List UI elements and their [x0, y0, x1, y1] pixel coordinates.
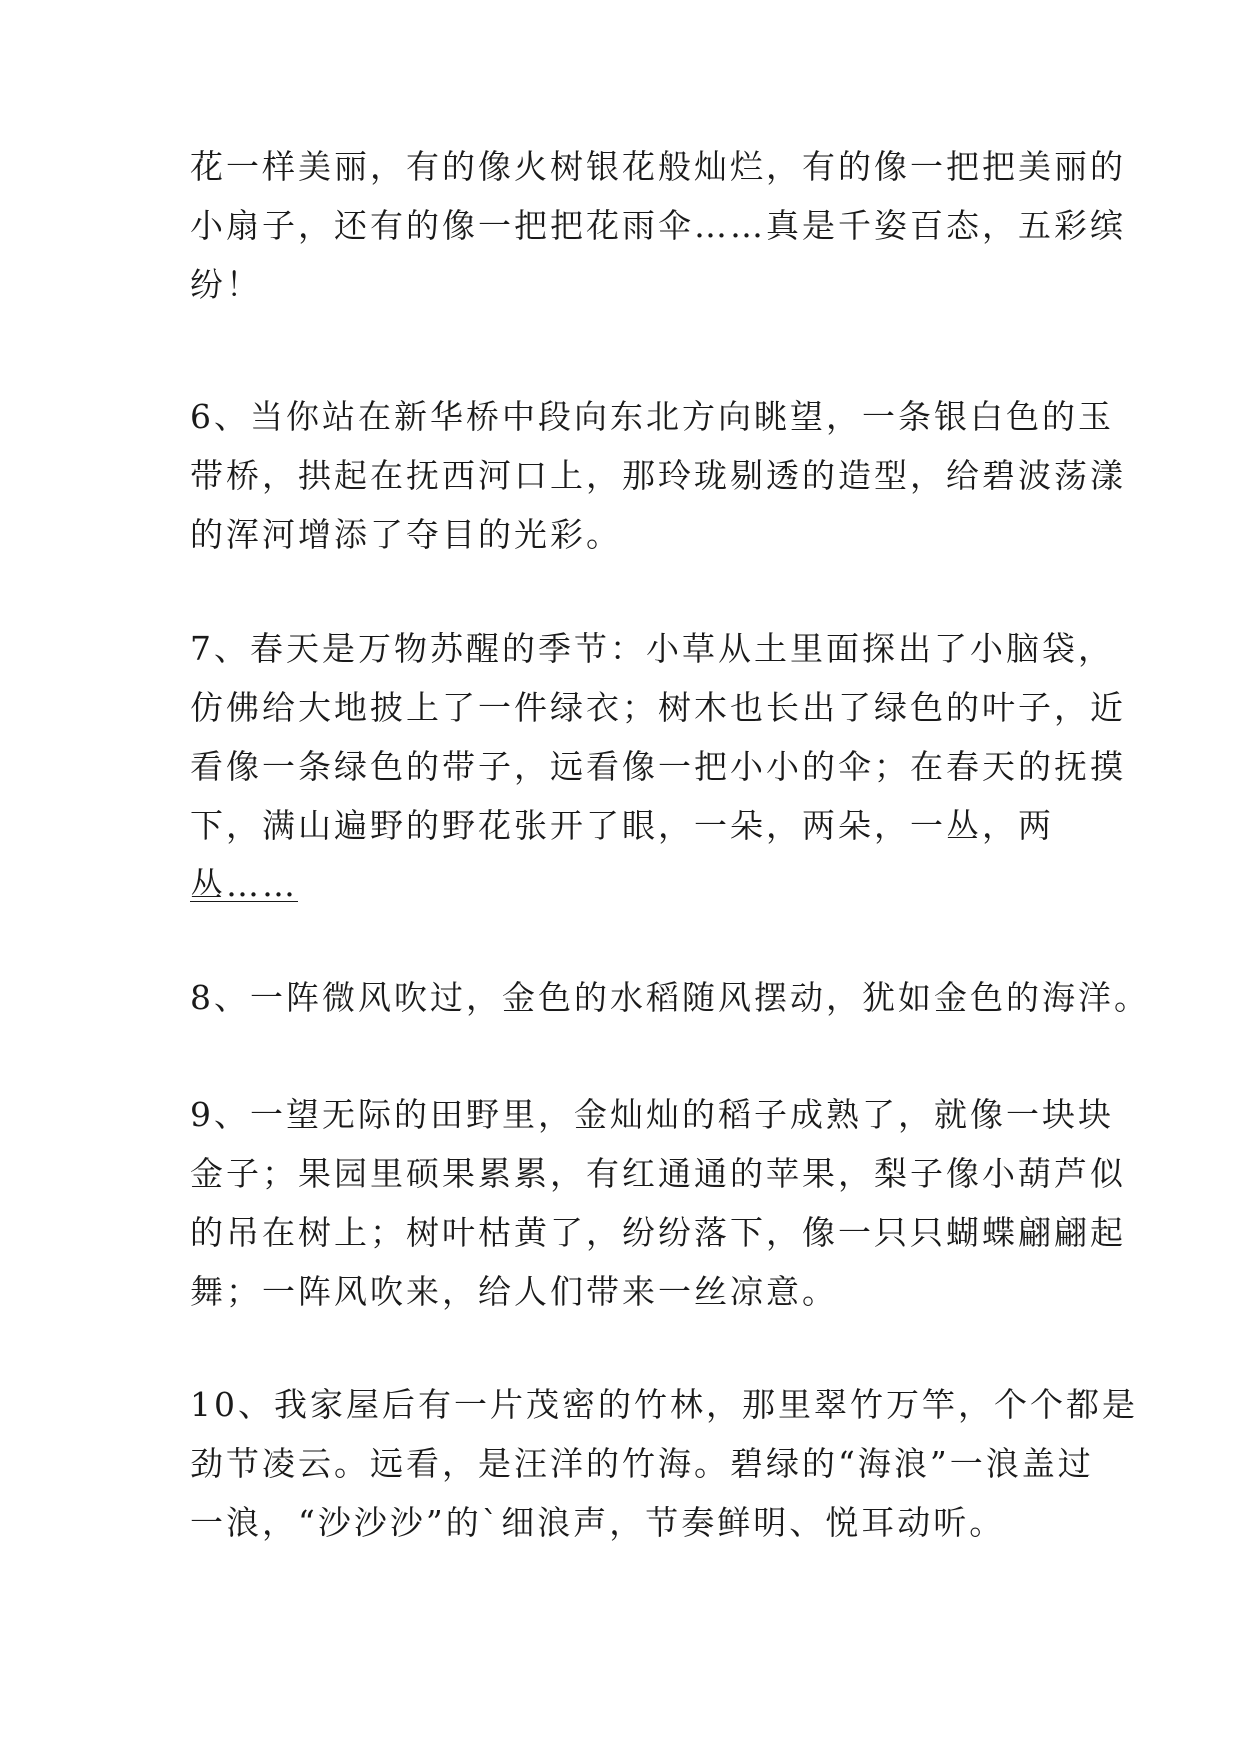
paragraph-8 — [190, 968, 1150, 1027]
text-line: 仿佛给大地披上了一件绿衣；树木也长出了绿色的叶子，近 — [190, 688, 1126, 727]
text-line: 花一样美丽，有的像火树银花般灿烂，有的像一把把美丽的 — [190, 147, 1126, 186]
paragraph-6 — [190, 387, 1126, 564]
text-line: 的浑河增添了夺目的光彩。 — [190, 515, 622, 554]
text-line: 8、一阵微风吹过，金色的水稻随风摆动，犹如金色的海洋。 — [190, 978, 1150, 1017]
text-line: 带桥，拱起在抚西河口上，那玲珑剔透的造型，给碧波荡漾 — [190, 456, 1126, 495]
paragraph-9 — [190, 1085, 1126, 1321]
text-line: 的吊在树上；树叶枯黄了，纷纷落下，像一只只蝴蝶翩翩起 — [190, 1213, 1126, 1252]
text-line: 看像一条绿色的带子，远看像一把小小的伞；在春天的抚摸 — [190, 747, 1126, 786]
text-line: 下，满山遍野的野花张开了眼，一朵，两朵，一丛，两 — [190, 806, 1054, 845]
text-line: 纷！ — [190, 265, 262, 304]
text-line: 10、我家屋后有一片茂密的竹林，那里翠竹万竿，个个都是 — [190, 1385, 1138, 1424]
text-line: 小扇子，还有的像一把把花雨伞……真是千姿百态，五彩缤 — [190, 206, 1126, 245]
text-line: 6、当你站在新华桥中段向东北方向眺望，一条银白色的玉 — [190, 397, 1114, 436]
paragraph-5-continuation — [190, 137, 1126, 314]
paragraph-7 — [190, 619, 1126, 914]
text-line: 劲节凌云。远看，是汪洋的竹海。碧绿的“海浪”一浪盖过 — [190, 1444, 1094, 1483]
text-line-underlined: 丛…… — [190, 865, 298, 904]
text-line: 7、春天是万物苏醒的季节：小草从土里面探出了小脑袋， — [190, 629, 1114, 668]
text-line: 舞；一阵风吹来，给人们带来一丝凉意。 — [190, 1272, 838, 1311]
text-line: 一浪，“沙沙沙”的`细浪声，节奏鲜明、悦耳动听。 — [190, 1503, 1006, 1542]
paragraph-10 — [190, 1375, 1138, 1552]
text-line: 金子；果园里硕果累累，有红通通的苹果，梨子像小葫芦似 — [190, 1154, 1126, 1193]
text-line: 9、一望无际的田野里，金灿灿的稻子成熟了，就像一块块 — [190, 1095, 1114, 1134]
